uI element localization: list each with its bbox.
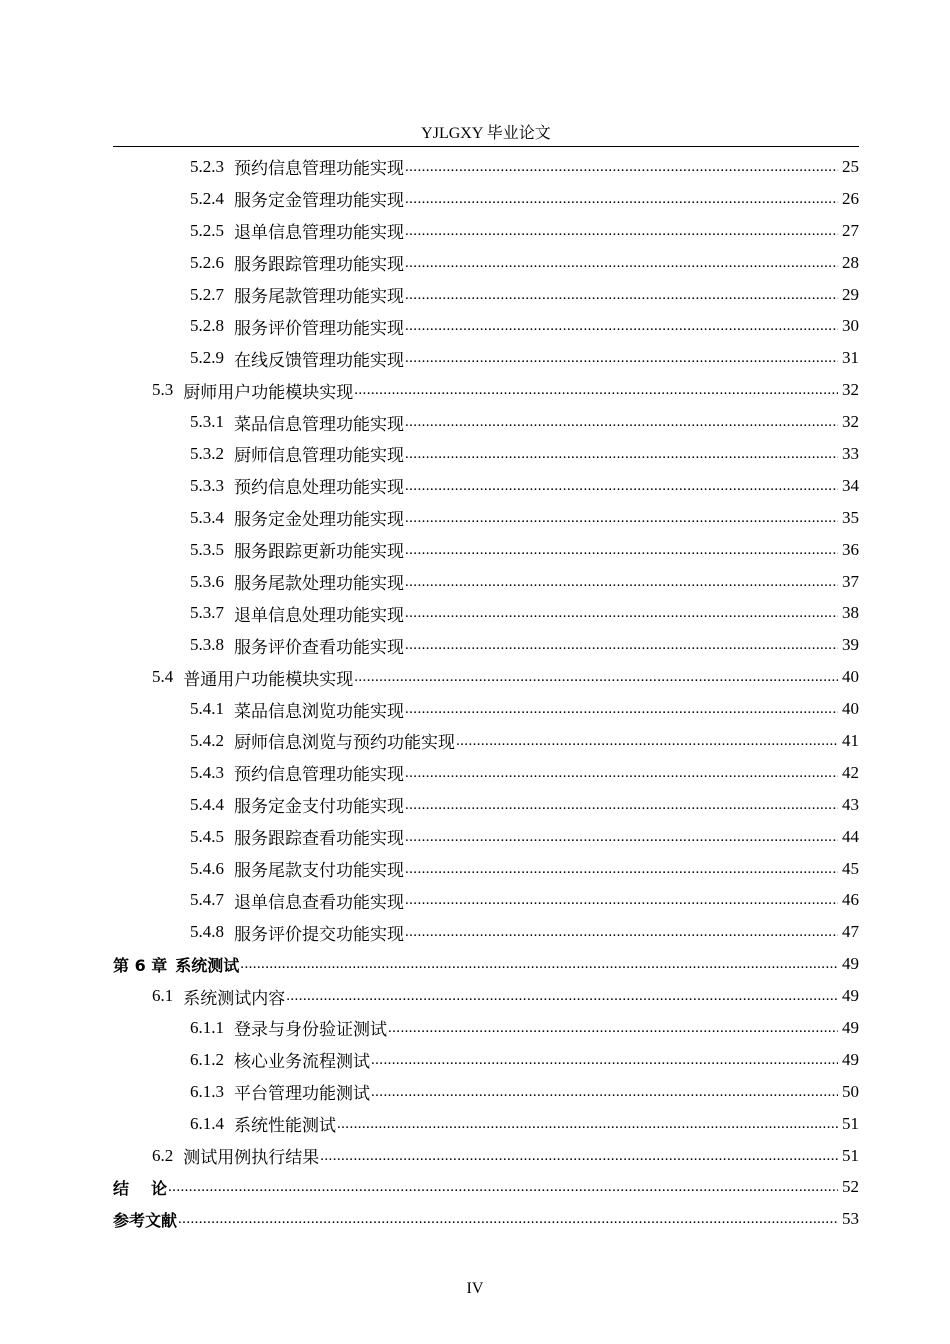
toc-dot-leader [371, 1050, 838, 1070]
toc-entry[interactable] [113, 1012, 859, 1044]
toc-dot-leader [405, 635, 838, 655]
toc-dot-leader [405, 316, 838, 336]
toc-entry-page: 29 [842, 284, 859, 304]
toc-entry[interactable] [113, 1140, 859, 1172]
toc-entry-page: 25 [842, 156, 859, 176]
toc-entry-page: 28 [842, 252, 859, 272]
toc-entry-page: 49 [842, 954, 859, 974]
toc-entry-number: 6.1 [152, 986, 174, 1006]
toc-entry-page: 45 [842, 858, 859, 878]
toc-entry-title: 服务评价管理功能实现 [234, 318, 404, 338]
toc-entry-page: 32 [842, 412, 859, 432]
toc-entry-title: 服务定金处理功能实现 [234, 510, 404, 530]
toc-entry-number: 5.2.6 [190, 252, 224, 272]
toc-entry[interactable] [113, 725, 859, 757]
toc-entry-title: 服务定金支付功能实现 [234, 797, 404, 817]
toc-dot-leader [405, 572, 838, 592]
toc-dot-leader [405, 444, 838, 464]
toc-entry-number: 6.1.3 [190, 1081, 224, 1101]
toc-entry-number: 5.3.3 [190, 475, 224, 495]
toc-entry[interactable] [113, 629, 859, 661]
toc-dot-leader [371, 1082, 838, 1102]
toc-entry[interactable] [113, 916, 859, 948]
toc-entry-title: 退单信息管理功能实现 [234, 223, 404, 243]
toc-entry-title: 服务跟踪查看功能实现 [234, 829, 404, 849]
toc-entry-number: 5.4.7 [190, 890, 224, 910]
toc-entry-title: 菜品信息浏览功能实现 [234, 701, 404, 721]
toc-entry-number: 6.1.2 [190, 1049, 224, 1069]
toc-entry[interactable] [113, 948, 859, 980]
toc-entry-title: 预约信息处理功能实现 [234, 478, 404, 498]
toc-entry-number: 5.4.4 [190, 794, 224, 814]
toc-entry[interactable] [113, 597, 859, 629]
toc-entry-page: 49 [842, 986, 859, 1006]
toc-dot-leader [405, 348, 838, 368]
toc-entry-page: 51 [842, 1113, 859, 1133]
toc-entry[interactable] [113, 1044, 859, 1076]
toc-entry-page: 35 [842, 507, 859, 527]
toc-entry-page: 44 [842, 826, 859, 846]
toc-entry-title: 服务尾款处理功能实现 [234, 574, 404, 594]
toc-entry-title: 退单信息处理功能实现 [234, 605, 404, 625]
toc-entry-title: 服务跟踪管理功能实现 [234, 255, 404, 275]
toc-entry-number: 参考文献 [113, 1210, 178, 1230]
toc-entry-number: 5.2.8 [190, 316, 224, 336]
toc-entry-number: 6.2 [152, 1145, 174, 1165]
toc-entry-title: 核心业务流程测试 [234, 1052, 370, 1072]
toc-entry-title: 服务尾款管理功能实现 [234, 287, 404, 306]
toc-entry[interactable] [113, 789, 859, 821]
toc-dot-leader [405, 412, 838, 432]
toc-entry-page: 47 [842, 922, 859, 942]
toc-entry-title: 在线反馈管理功能实现 [234, 350, 404, 370]
toc-entry-number: 5.2.9 [190, 348, 224, 368]
toc-entry-page: 31 [842, 348, 859, 368]
toc-entry-page: 40 [842, 699, 859, 719]
toc-entry-page: 33 [842, 443, 859, 463]
toc-entry-page: 32 [842, 380, 859, 400]
toc-entry-title: 厨师信息浏览与预约功能实现 [234, 733, 455, 753]
toc-entry-page: 27 [842, 220, 859, 240]
toc-entry-number: 5.3.8 [190, 635, 224, 655]
toc-entry-number: 5.3.6 [190, 571, 224, 591]
toc-entry-page: 37 [842, 571, 859, 591]
toc-dot-leader [405, 508, 838, 528]
toc-entry-title: 服务跟踪更新功能实现 [234, 542, 404, 562]
toc-entry-title: 厨师信息管理功能实现 [234, 446, 404, 466]
page-header [113, 124, 859, 147]
toc-dot-leader [405, 253, 838, 273]
toc-entry-number: 5.2.5 [190, 220, 224, 240]
toc-dot-leader [320, 1146, 838, 1166]
toc-entry-number: 5.3 [152, 380, 174, 400]
toc-entry-page: 36 [842, 539, 859, 559]
toc-entry[interactable] [113, 502, 859, 534]
toc-entry[interactable] [113, 470, 859, 502]
toc-entry-number: 5.4.2 [190, 730, 224, 750]
toc-dot-leader [405, 221, 838, 241]
toc-dot-leader [354, 667, 838, 687]
toc-entry-title: 服务评价提交功能实现 [234, 924, 404, 944]
toc-entry-title: 预约信息管理功能实现 [234, 159, 404, 179]
toc-entry[interactable] [113, 821, 859, 853]
toc-entry[interactable] [113, 438, 859, 470]
toc-entry[interactable] [113, 183, 859, 215]
toc-entry-page: 38 [842, 603, 859, 623]
toc-entry-page: 30 [842, 316, 859, 336]
toc-dot-leader [405, 795, 838, 815]
toc-dot-leader [405, 763, 838, 783]
toc-dot-leader [354, 380, 838, 400]
toc-dot-leader [405, 890, 838, 910]
toc-entry[interactable] [113, 757, 859, 789]
toc-entry-number: 5.3.7 [190, 603, 224, 623]
toc-entry-page: 39 [842, 635, 859, 655]
toc-entry[interactable] [113, 1203, 859, 1235]
toc-entry[interactable] [113, 853, 859, 885]
toc-entry[interactable] [113, 310, 859, 342]
toc-dot-leader [405, 922, 838, 942]
toc-entry-title: 厨师用户功能模块实现 [183, 382, 354, 402]
toc-entry-number: 5.3.2 [190, 443, 224, 463]
toc-entry[interactable] [113, 151, 859, 183]
toc-entry-page: 53 [842, 1209, 859, 1229]
toc-dot-leader [405, 603, 838, 623]
toc-entry-number: 5.4.1 [190, 699, 224, 719]
toc-entry-number: 5.2.4 [190, 188, 224, 208]
toc-entry-number: 结 [113, 1178, 130, 1198]
toc-entry[interactable] [113, 1172, 859, 1204]
toc-entry[interactable] [113, 1076, 859, 1108]
toc-dot-leader [405, 699, 838, 719]
toc-entry-number: 5.4.5 [190, 826, 224, 846]
toc-entry-number: 5.4.3 [190, 762, 224, 782]
toc-entry-title: 退单信息查看功能实现 [234, 892, 404, 912]
toc-dot-leader [405, 157, 838, 177]
toc-entry-number: 5.4 [152, 667, 174, 687]
toc-entry-number: 第 6 章 [113, 955, 168, 975]
toc-entry-number: 5.3.4 [190, 507, 224, 527]
toc-entry-number: 5.2.3 [190, 156, 224, 176]
toc-entry-number: 5.4.6 [190, 858, 224, 878]
footer-page-number: IV [466, 1280, 484, 1297]
toc-entry-page: 49 [842, 1049, 859, 1069]
toc-entry-page: 52 [842, 1177, 859, 1197]
toc-entry-page: 50 [842, 1081, 859, 1101]
toc-entry-page: 51 [842, 1145, 859, 1165]
toc-entry[interactable] [113, 661, 859, 693]
toc-entry[interactable] [113, 884, 859, 916]
toc-entry-number: 6.1.1 [190, 1017, 224, 1037]
toc-entry[interactable] [113, 342, 859, 374]
toc-entry-page: 26 [842, 188, 859, 208]
toc-entry[interactable] [113, 1108, 859, 1140]
toc-entry-number: 5.3.1 [190, 412, 224, 432]
toc-dot-leader [405, 285, 838, 305]
toc-dot-leader [456, 731, 838, 751]
toc-entry-number: 5.2.7 [190, 284, 224, 304]
toc-entry-title: 测试用例执行结果 [183, 1148, 320, 1168]
toc-entry-page: 41 [842, 730, 859, 750]
toc-entry-page: 34 [842, 475, 859, 495]
toc-dot-leader [286, 986, 838, 1006]
toc-entry-number: 6.1.4 [190, 1113, 224, 1133]
toc-entry-title: 平台管理功能测试 [234, 1084, 370, 1104]
toc-entry[interactable] [113, 406, 859, 438]
toc-entry-title: 预约信息管理功能实现 [234, 765, 404, 785]
toc-entry[interactable] [113, 566, 859, 598]
toc-dot-leader [405, 189, 838, 209]
toc-dot-leader [168, 1177, 838, 1197]
toc-entry-page: 46 [842, 890, 859, 910]
toc-entry-page: 49 [842, 1017, 859, 1037]
toc-entry-title: 服务尾款支付功能实现 [234, 861, 404, 881]
toc-entry[interactable] [113, 247, 859, 279]
toc-entry[interactable] [113, 374, 859, 406]
toc-entry-title: 普通用户功能模块实现 [183, 669, 354, 689]
toc-entry-title: 服务评价查看功能实现 [234, 637, 404, 657]
toc-entry-number: 5.4.8 [190, 922, 224, 942]
toc-entry-title: 服务定金管理功能实现 [234, 191, 404, 211]
toc-entry-number: 5.3.5 [190, 539, 224, 559]
toc-entry-title: 系统测试内容 [183, 988, 286, 1008]
toc-entry[interactable] [113, 279, 859, 311]
toc-entry[interactable] [113, 215, 859, 247]
toc-entry[interactable] [113, 980, 859, 1012]
toc-entry[interactable] [113, 693, 859, 725]
toc-entry-page: 42 [842, 762, 859, 782]
toc-entry-page: 43 [842, 794, 859, 814]
toc-dot-leader [240, 954, 838, 974]
toc-entry-title: 菜品信息管理功能实现 [234, 414, 404, 434]
toc-entry-page: 40 [842, 667, 859, 687]
toc-dot-leader [388, 1018, 838, 1038]
toc-dot-leader [337, 1114, 838, 1134]
toc-entry-title: 论 [151, 1178, 168, 1198]
toc-entry[interactable] [113, 534, 859, 566]
header-title: YJLGXY 毕业论文 [421, 125, 551, 142]
toc-entry-title: 系统性能测试 [234, 1116, 336, 1136]
toc-dot-leader [405, 859, 838, 879]
toc-entry-title: 登录与身份验证测试 [234, 1020, 387, 1040]
toc-entry-title: 系统测试 [175, 955, 240, 975]
toc-dot-leader [405, 827, 838, 847]
toc-dot-leader [405, 540, 838, 560]
toc-dot-leader [405, 476, 838, 496]
table-of-contents [113, 151, 859, 1235]
toc-dot-leader [178, 1209, 838, 1229]
